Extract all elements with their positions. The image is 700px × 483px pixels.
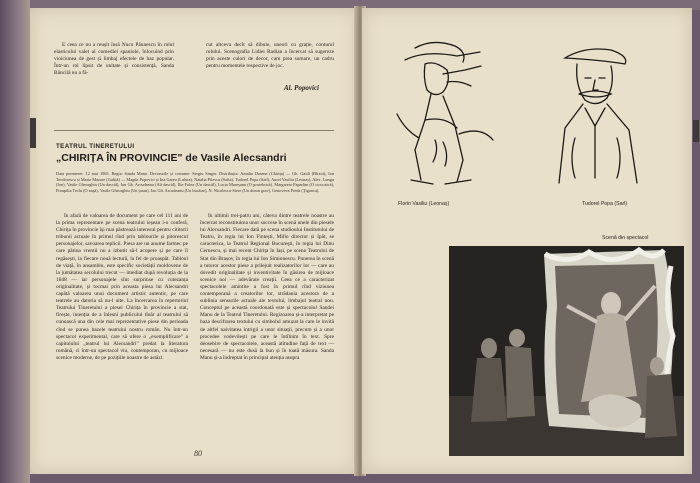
feet-mark (411, 180, 471, 184)
caption-photo: Scenă din spectacol (602, 235, 649, 241)
article-column-2-text: În ultimii trei-patru ani, câteva dintre teatrele noastre au încercat reconstituirea unor succese în scenă unele din piesele lui Alecsandri. Fiecare dată pe scena studioului Institutului de Teatru, în regia lui Ion Fintești, Millo director și Ipăt, se caracteriza, la Teatrul Regional București, în regia lui Dinu Cernescu, și mai recent Chirița în Iași, pe scena Teatrului de Stat din Brașov, în regia lui Ion Simionescu. Punerea în scenă a tuturor acestor piese a prilejuit realizatorilor lor — care au dovedit originalitate și inventivitate în găsirea de mijloace scenice noi — adevărate creații. Ceea ce a caracterizat spectacolele amintite a fost în primul rînd viziunea contemporană a creatorilor lor, strădania acestora de a sublinia sensurile actuale ale textului, limbajul teatral nou. Conceptul pe această coordonată este și spectacolul Sandei Manu de la Teatrul Tineretului. Regizoarea și-a interpretat pe baza descifrarea textului cu simbolul amuzat la care le invită de altfel naivitatea intrigii a unor situații, precum și a unor procedee vodevilești pe care le întîlnim în text. Spre deosebire de spectacolele, această atitudine față de text — necesară — nu este dusă la bun și în toată măsura. Sanda Manu și-a îndreptat în principal atenția asupra (200, 213, 334, 361)
caption-sarl: Tudorel Popa (Sarl) (582, 201, 628, 207)
coat-folds-mark (433, 140, 447, 166)
stage-photo-image (449, 246, 684, 456)
head-outline-mark (424, 63, 448, 95)
intro-column-2 (206, 42, 334, 70)
shirt-collar-mark (585, 108, 605, 126)
hat-top-mark (405, 52, 480, 60)
intro-column-1-text: E ceea ce nu a reușit însă Nucu Păunescu în rolul elasticului valet al comediei spaniole, înlocuind prin vioiciunea de gest și limbaj efectele de haz popular. Într-un rol lipsit de unitate și consistență, Sanda Băncilă nu a fă- (54, 42, 174, 77)
actress-head (601, 292, 621, 316)
book-cover-edge (0, 0, 30, 483)
intro-column-2-text: cut altceva decît să dibuie, uneori cu grație, conturul rolului. Scenografia Lidiei Radian a încercat să sugereze prin aceste culori de decor, cam prea sumare, un cadru pentru momentele respective de joc. (206, 42, 334, 70)
article-title: „CHIRIȚA ÎN PROVINCIE" de Vasile Alecsandri (56, 152, 287, 164)
caption-leonas: Florin Vasiliu (Leonaș) (398, 201, 450, 207)
page-number: 80 (194, 449, 202, 458)
arm-right-mark (459, 131, 493, 140)
article-column-2 (200, 213, 334, 441)
caricature-leonas (385, 30, 515, 195)
section-divider (54, 130, 334, 131)
caricature-sarl (545, 38, 655, 193)
actor-head-1 (481, 338, 497, 358)
nose-mark (443, 66, 481, 74)
coat-folds-mark-2 (572, 138, 620, 178)
actor-head-2 (509, 329, 525, 347)
intro-signature: Al. Popovici (284, 84, 319, 92)
mustache-mark (579, 91, 611, 97)
coat-left-mark (559, 104, 583, 183)
arm-left-mark (397, 114, 419, 138)
actor-head-3 (650, 357, 664, 375)
mouth-mark (447, 82, 471, 87)
article-column-1-text: În afară de valoarea de document pe care cel 111 ani de la prima reprezentare pe scena teatrului ieșean i-o conferă, Chirița în provincie își mai păstrează interesul pentru cititorii tribunii actuale în primul rînd prin tablourile și pitorescul personajelor, savoarea replicii. Piesa are un anume farmec pe care pătina vremii nu a izbutit să-l acopere și pe care îl regăsești, la fiecare nouă lectură, la fel de proaspăt. Tabloul de viață, în ansamblu, este specific societății moldovene de la jumătatea secolului trecut — imediat după revoluția de la 1848 — iar personajele sînt surprinse cu cutezanța originalitate, și tocmai prin aceasta piesa lui Alecsandri capătă valoarea unui document artistic autentic, pe care teatrele au datoria să nu-l uite. La încercarea în repertoriul Teatrului Tineretului a piesei Chirița în provincie a stat, firește, intenția de a înlesni publicului tînăr al teatrului să cunoască una din cele mai reprezentative piese din perioada cînd se punea bazele teatrului nostru român. Nu într-un spectacol experimental, care să ofere o „exemplificare" a capitolului „teatrul lui Alecsandri" predat la literatura română, ci într-un spectacol viu, contemporan, cu mijloace scenice moderne, de pe pozițiile noastre de astăzi. (56, 213, 188, 361)
coat-right-mark (607, 104, 637, 183)
actor-body-2 (505, 346, 535, 418)
intro-column-1 (54, 42, 174, 77)
article-column-1 (56, 213, 188, 441)
nose-mark-2 (593, 80, 598, 90)
section-heading: TEATRUL TINERETULUI (56, 143, 135, 150)
page-tab-marker-right (693, 120, 699, 142)
body-right-mark (443, 96, 463, 182)
stage-photo (449, 246, 684, 456)
page-tab-marker (30, 118, 36, 148)
production-credits: Data premierei: 12 mai 1965. Regia: Sanda Manu. Decorurile și costume: Sergiu Singer. Distribuția: Amalia Dasena (Chirița) — Gh. Gaidi (Bîrzoi), Ion Teodorescu și Maria Mazare (Guliță) — Magda Popovici și Ina Garea (Luluța), Natalia Pilescu (Safta), Tudorel Popa (Sarl), Aurel Vasiliu (Leonaș), Alex. Lungu (Ion), Vasile Gheorghiu (Un dascăl), Ion Gh. Arcudeanu (Alt dascăl), Ilie Folea (Un dascăl), Lucia Mureșanu (O postelnică), Margareta Papadim (O ciocoaică), Pompilia Teclu (O nașă), Vasile Gheorghiu (Un țaran), Ion Gh. Arcudeanu (Un bucătar), N. Nicolescu-Stere (Un domn grav), Genoveva Preda (Țiganca). (56, 171, 334, 194)
actor-body-1 (471, 358, 507, 422)
hat-brim-mark (415, 42, 464, 62)
hat-mark (565, 49, 626, 64)
